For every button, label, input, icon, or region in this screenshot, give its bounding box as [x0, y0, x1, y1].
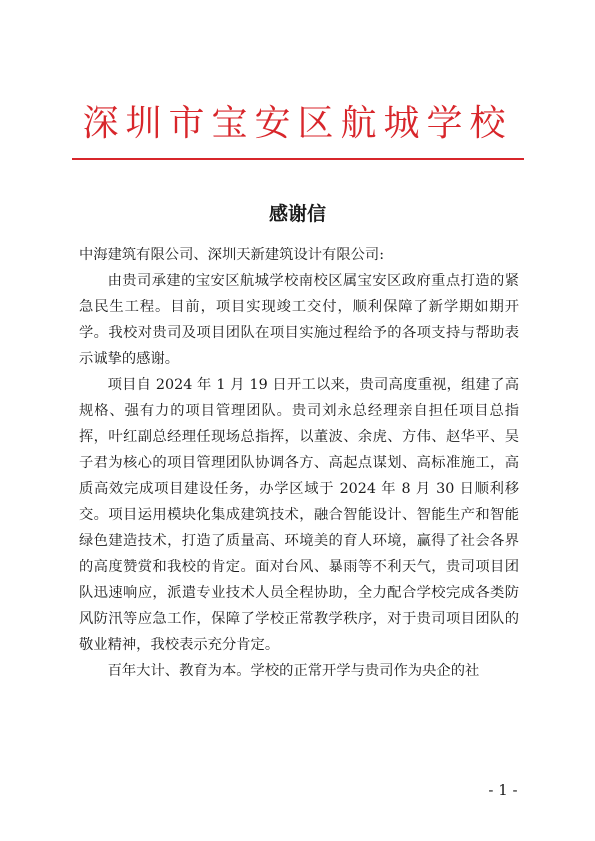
letter-paragraph-2: 项目自 2024 年 1 月 19 日开工以来，贵司高度重视，组建了高规格、强有力的项目管理团队。贵司刘永总经理亲自担任项目总指挥，叶红副总经理任现场总指挥，以董波、余虎、方伟、赵华平、吴子君为核心的项目管理团队协调各方、高起点谋划、高标准施工，高质高效完成项目建设任务，办学区域于 2024 年 8 月 30 日顺利移交。项目运用模块化集成建筑技术，融合智能设计、智能生产和智能绿色建造技术，打造了质量高、环境美的育人环境，赢得了社会各界的高度赞赏和我校的肯定。面对台风、暴雨等不利天气，贵司项目团队迅速响应，派遣专业技术人员全程协助，全力配合学校完成各类防风防汛等应急工作，保障了学校正常教学秩序，对于贵司项目团队的敬业精神，我校表示充分肯定。 — [79, 377, 519, 653]
letter-title: 感谢信 — [268, 203, 326, 225]
letter-salutation: 中海建筑有限公司、深圳天新建筑设计有限公司: — [79, 247, 385, 263]
letterhead-red-rule — [72, 158, 524, 160]
letter-paragraph-1: 由贵司承建的宝安区航城学校南校区属宝安区政府重点打造的紧急民生工程。目前，项目实现竣工交付，顺利保障了新学期如期开学。我校对贵司及项目团队在项目实施过程给予的各项支持与帮助表示诚挚的感谢。 — [79, 273, 519, 367]
letter-paragraph-3: 百年大计、教育为本。学校的正常开学与贵司作为央企的社 — [107, 663, 480, 679]
letterhead-school-name: 深圳市宝安区航城学校 — [82, 103, 513, 144]
page-number: - 1 - — [488, 781, 518, 799]
letter-body — [79, 242, 519, 684]
